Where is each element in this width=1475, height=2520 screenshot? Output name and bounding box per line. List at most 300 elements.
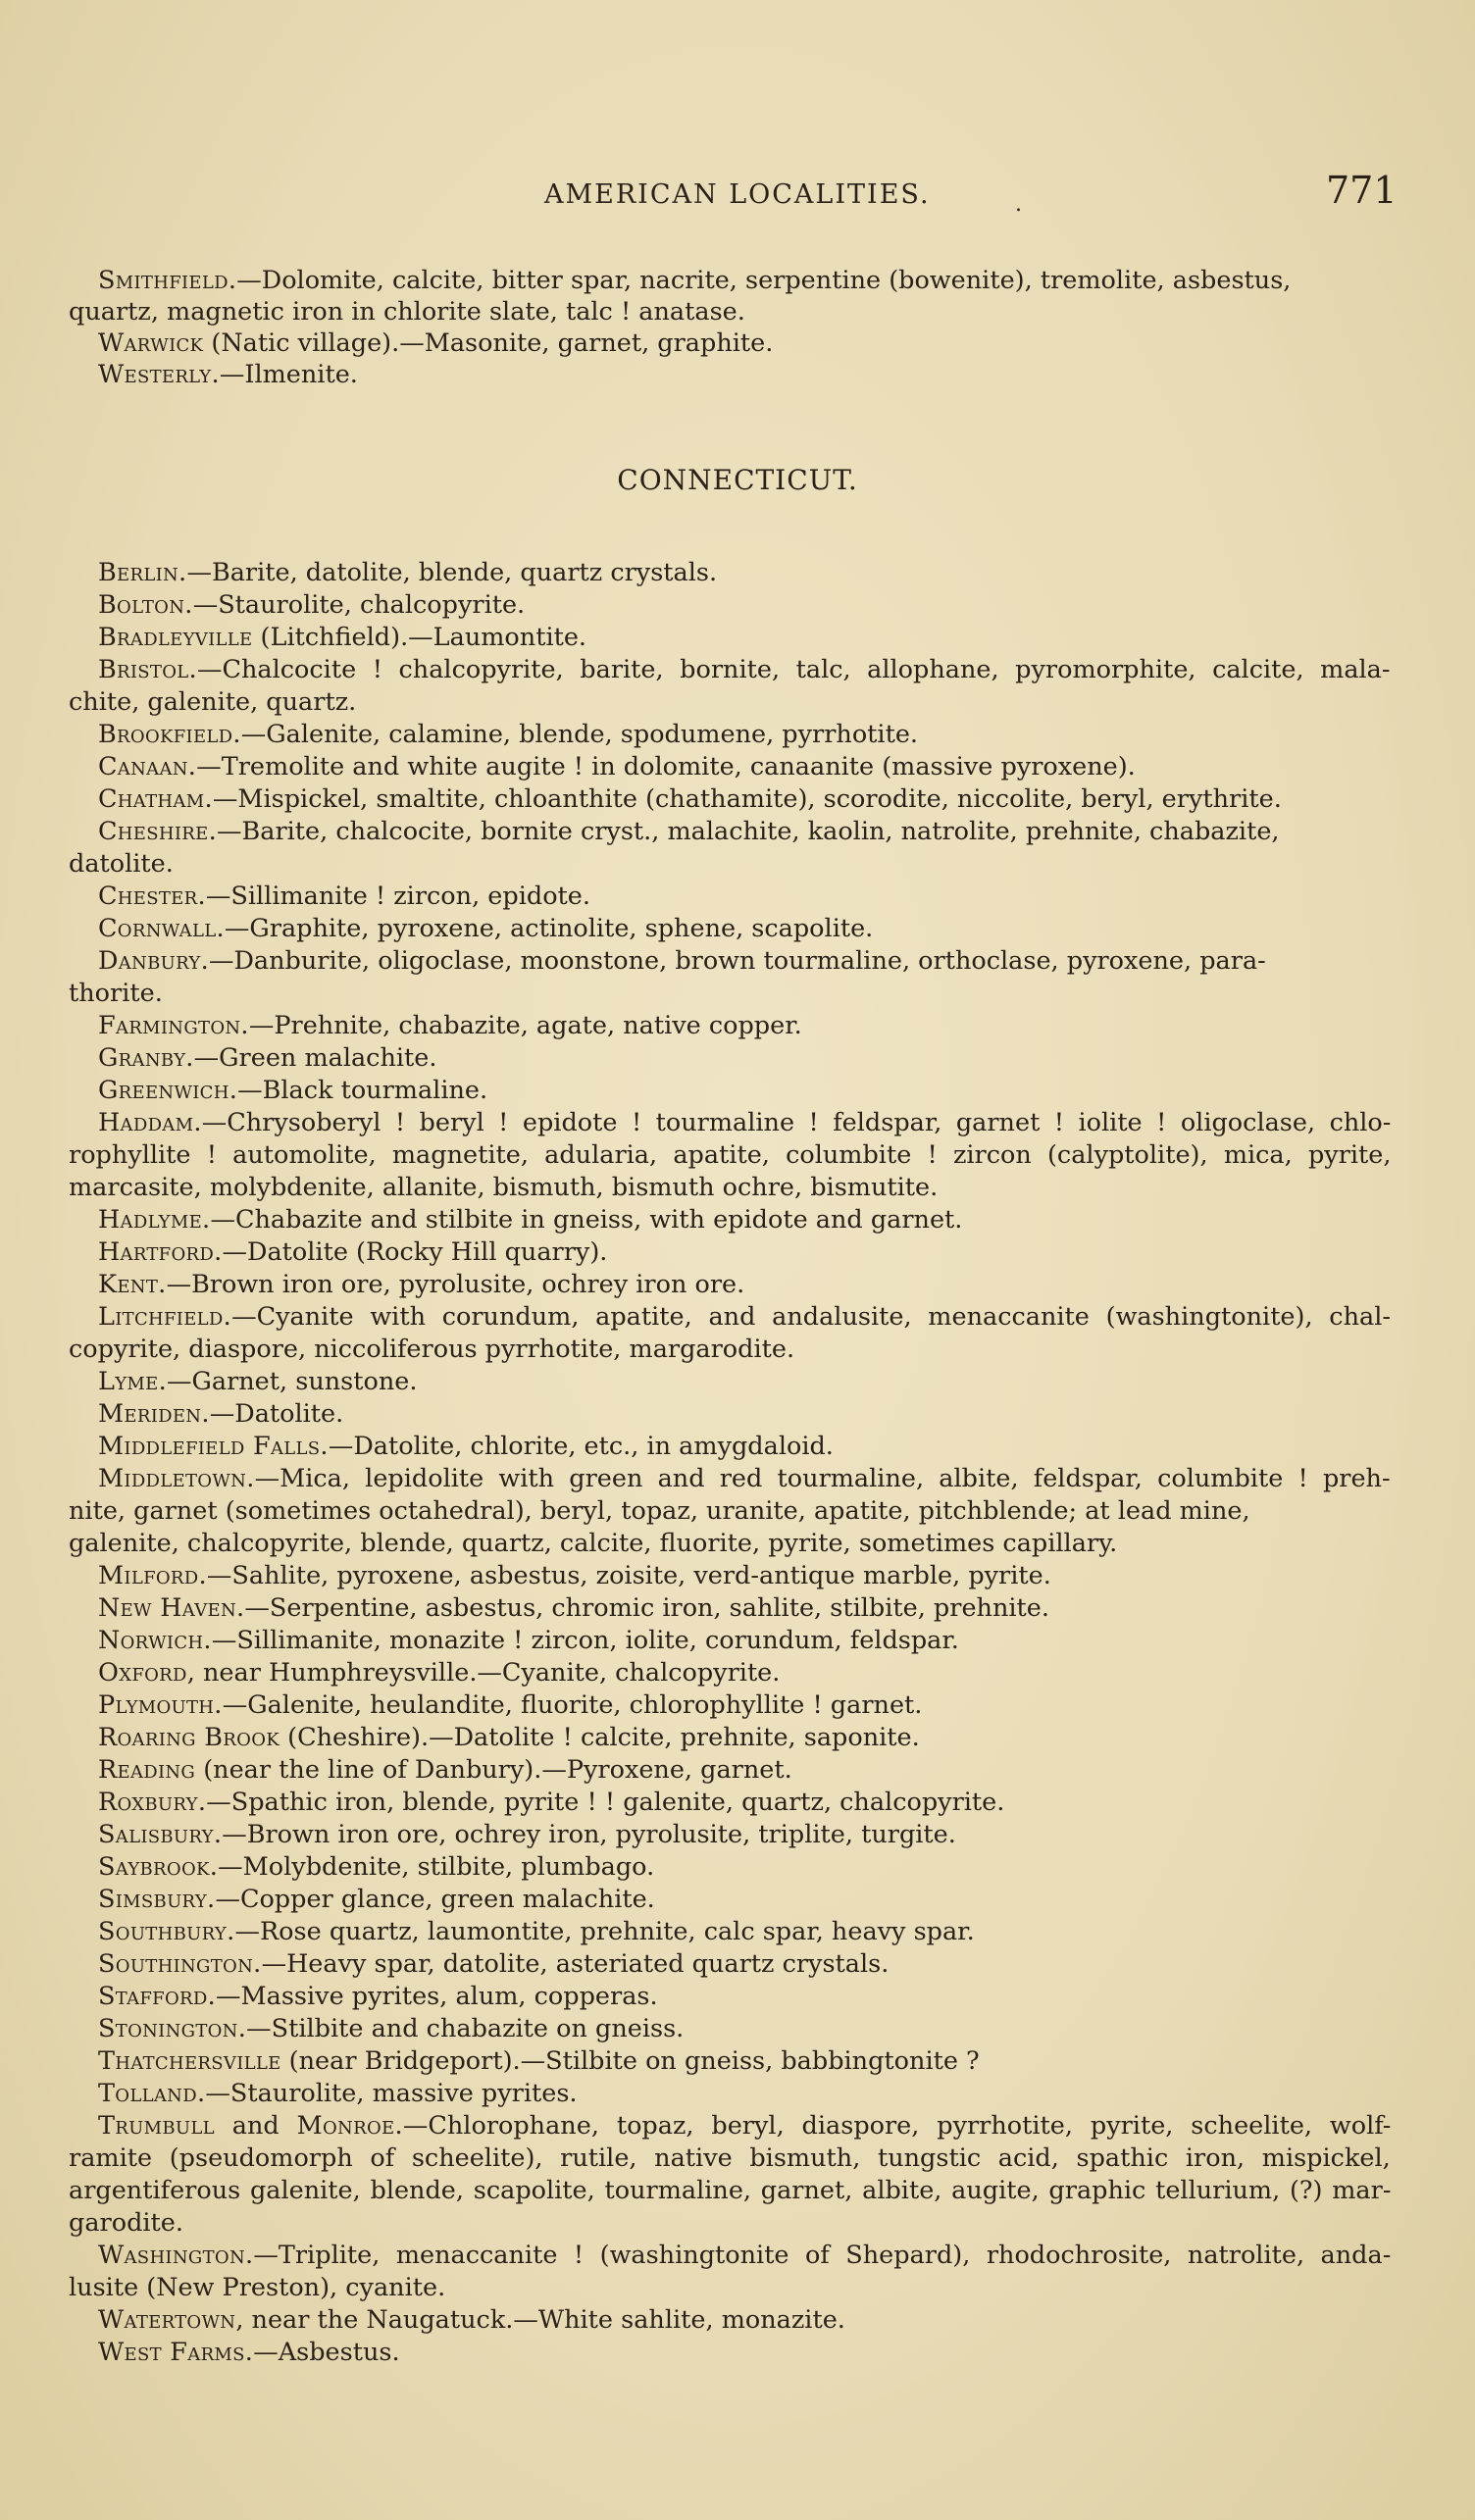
text-run: , <box>368 1140 392 1170</box>
text-run: , mala- <box>1296 655 1391 684</box>
text-run: (sometimes octahedral), beryl, topaz, uranite, apatite, pitchblende; at lead mine, <box>217 1496 1250 1526</box>
mineral-italic: topaz <box>616 2111 687 2141</box>
locality-name: Westerly. <box>98 360 220 389</box>
mineral-italic: albite <box>939 1464 1011 1493</box>
mineral-italic: Molybdenite <box>242 1852 402 1882</box>
text-line <box>69 1172 938 1203</box>
text-line <box>69 1495 1250 1527</box>
text-run: , <box>742 2176 761 2205</box>
locality-name: Hartford. <box>98 1237 223 1267</box>
text-run: quartz, magnetic iron in chlorite slate, <box>69 297 566 327</box>
text-run: , blende, quartz, <box>344 1529 560 1558</box>
text-line <box>98 1722 920 1753</box>
running-head: AMERICAN LOCALITIES. <box>544 179 931 210</box>
text-run: —Chabazite and stilbite in gneiss, with epidote and garnet. <box>210 1205 963 1235</box>
text-run: , quartz, chalcopyrite. <box>725 1788 1005 1817</box>
locality-name: Reading <box>98 1755 196 1785</box>
mineral-italic: chlorophyllite ! <box>629 1690 823 1720</box>
locality-name: Oxford <box>98 1658 187 1688</box>
text-run: —Barite, datolite, blende, quartz crystals. <box>186 558 718 587</box>
text-run: — <box>196 655 223 684</box>
text-line <box>98 1010 802 1041</box>
text-run: — <box>201 1108 228 1137</box>
mineral-italic: magnetite <box>391 1140 521 1170</box>
text-run: , <box>493 914 511 943</box>
text-line <box>98 1657 780 1688</box>
mineral-italic: Mica <box>280 1464 342 1493</box>
text-run: zircon (calyptolite), <box>937 1140 1224 1170</box>
mineral-italic: chlo- <box>1329 1108 1392 1137</box>
text-line <box>98 1592 1049 1624</box>
text-line <box>98 1301 1391 1333</box>
text-run: , <box>376 266 392 295</box>
text-run: zircon, epidote. <box>385 882 590 911</box>
text-run: , kaolin, natrolite, prehnite, chabazite, <box>791 817 1280 846</box>
text-line <box>98 913 873 944</box>
mineral-italic: Triplite <box>278 2241 373 2270</box>
text-line <box>69 686 356 718</box>
text-line <box>98 1366 417 1397</box>
text-run: , <box>590 2111 617 2141</box>
locality-name: Farmington. <box>98 1011 249 1040</box>
mineral-italic: malachite <box>667 817 792 846</box>
mineral-italic: Tremolite <box>221 752 345 781</box>
mineral-italic: feldspar <box>1033 1464 1135 1493</box>
text-run: , <box>372 2241 396 2270</box>
text-line <box>98 1560 1051 1591</box>
text-run: , diaspore, pyrrhotite, pyrite, scheelite, <box>776 2111 1330 2141</box>
text-line <box>98 1916 975 1947</box>
locality-name: Washington. <box>98 2241 254 2270</box>
mineral-italic: pyrite ! <box>503 1788 597 1817</box>
mineral-italic: Ilmenite. <box>244 360 358 389</box>
text-run: and white <box>344 752 486 781</box>
locality-name: Trumbull <box>98 2111 215 2141</box>
text-run: zircon, <box>523 1626 626 1655</box>
text-run: —Staurolite, massive pyrites. <box>205 2079 578 2108</box>
text-run: , allanite, bismuth, bismuth ochre, bismutite. <box>366 1173 939 1202</box>
text-line <box>98 2110 1391 2142</box>
mineral-italic: fluorite <box>520 1690 614 1720</box>
mineral-italic: garodite. <box>69 2208 183 2238</box>
text-line <box>98 557 717 588</box>
section-heading: CONNECTICUT. <box>617 464 858 496</box>
mineral-italic: Sillimanite <box>236 1626 374 1655</box>
locality-name: Plymouth. <box>98 1690 223 1720</box>
locality-name: Cornwall. <box>98 914 225 943</box>
text-line <box>98 622 586 653</box>
mineral-italic: Dolomite <box>261 266 377 295</box>
locality-name: Bradleyville <box>98 623 253 652</box>
mineral-italic: bitter spar <box>491 266 624 295</box>
text-run: , near Humphreysville.—Cyanite, chalcopyrite. <box>186 1658 781 1688</box>
text-run: , brown tourmaline, orthoclase, pyroxene, para- <box>659 946 1266 976</box>
text-line <box>98 1625 959 1656</box>
text-line <box>98 881 590 912</box>
locality-name: Chester. <box>98 882 206 911</box>
mineral-italic: heulandite <box>370 1690 505 1720</box>
locality-name: Danbury. <box>98 946 209 976</box>
locality-name: Southbury. <box>98 1917 235 1946</box>
text-run: —Mispickel, smaltite, chloanthite (chathamite), scorodite, niccolite, <box>212 784 1082 814</box>
mineral-italic: lepidolite <box>365 1464 484 1493</box>
mineral-italic: calcite <box>559 1529 644 1558</box>
text-line <box>98 1075 487 1106</box>
text-run: , pyromorphite, <box>991 655 1213 684</box>
mineral-italic: beryl <box>711 2111 777 2141</box>
text-run: , serpentine (bowenite), tremolite, asbestus, <box>729 266 1292 295</box>
text-line <box>69 1334 794 1365</box>
text-run: —Staurolite, chalcopyrite. <box>192 590 526 620</box>
text-run: (Rocky Hill quarry). <box>347 1237 608 1267</box>
locality-name: Kent. <box>98 1270 167 1299</box>
text-run: (Natic village).— <box>203 328 425 358</box>
text-run: — <box>219 360 245 389</box>
mineral-italic: tourmaline <box>604 2176 743 2205</box>
mineral-italic: adularia <box>544 1140 650 1170</box>
locality-name: Roaring Brook <box>98 1723 280 1752</box>
text-run: datolite. <box>69 849 174 879</box>
text-run: , pyrolusite, ochrey iron ore. <box>382 1270 745 1299</box>
mineral-italic: Spathic iron <box>230 1788 387 1817</box>
text-line <box>98 2078 578 2109</box>
mineral-italic: wolf- <box>1329 2111 1392 2141</box>
mineral-italic: Chrysoberyl ! beryl ! epidote ! tourmaline ! feldspar <box>227 1108 935 1137</box>
text-line <box>98 1754 792 1786</box>
mineral-italic: beryl <box>1081 784 1146 814</box>
text-run: in dolomite, canaanite (massive pyroxene). <box>584 752 1136 781</box>
text-run: copyrite, diaspore, niccoliferous pyrrhotite, margarodite. <box>69 1335 795 1364</box>
locality-name: Norwich. <box>98 1626 212 1655</box>
text-line <box>98 1948 889 1980</box>
text-line <box>98 2240 1391 2271</box>
locality-name: Greenwich. <box>98 1076 238 1105</box>
text-run: , <box>1306 1108 1330 1137</box>
text-line <box>98 1851 654 1883</box>
locality-name: Simsbury. <box>98 1885 216 1914</box>
mineral-italic: Danburite <box>233 946 362 976</box>
text-run: , erythrite. <box>1145 784 1282 814</box>
mineral-italic: blende <box>519 720 605 749</box>
locality-name: Stonington. <box>98 2014 247 2043</box>
text-run: , corundum, feldspar. <box>688 1626 959 1655</box>
text-run: , garnet, graphite. <box>541 328 774 358</box>
text-run: — <box>222 1820 247 1849</box>
text-run: —Sahlite, <box>206 1561 337 1590</box>
mineral-italic: galenite <box>623 1788 726 1817</box>
locality-name: Saybrook. <box>98 1852 219 1882</box>
text-run: (washingtonite), chal- <box>1089 1302 1391 1332</box>
text-line <box>98 1884 655 1915</box>
text-line <box>98 2337 400 2368</box>
mineral-italic: talc ! <box>565 297 632 327</box>
mineral-italic: Barite <box>241 817 321 846</box>
text-run: , green malachite. <box>425 1885 655 1914</box>
text-run: — <box>217 817 242 846</box>
text-run: —Galenite, calamine, <box>240 720 520 749</box>
text-run: , <box>934 1108 956 1137</box>
text-run: — <box>211 1626 237 1655</box>
text-run: —Datolite, chlorite, etc., in amygdaloid. <box>328 1432 834 1461</box>
text-run: (New Preston), cyanite. <box>138 2273 446 2302</box>
text-run: —Asbestus. <box>253 2338 400 2367</box>
locality-name: Salisbury. <box>98 1820 223 1849</box>
mineral-italic: pyroxene <box>377 914 494 943</box>
mineral-italic: monazite ! <box>388 1626 524 1655</box>
mineral-italic: columbite ! preh- <box>1157 1464 1391 1493</box>
text-line <box>98 328 773 359</box>
text-run: , <box>1010 1464 1034 1493</box>
locality-name: Brookfield. <box>98 720 241 749</box>
text-run: , fluorite, pyrite, sometimes capillary. <box>643 1529 1118 1558</box>
text-run: — <box>248 1011 275 1040</box>
text-line <box>98 945 1266 977</box>
locality-name: New Haven. <box>98 1593 245 1623</box>
locality-name: Bolton. <box>98 590 193 620</box>
text-run: — <box>231 1302 257 1332</box>
mineral-italic: Datolite <box>247 1237 348 1267</box>
text-run: (near the line of Danbury).—Pyroxene, <box>195 1755 701 1785</box>
text-run: , <box>651 817 668 846</box>
text-run: marcasite, <box>69 1173 210 1202</box>
text-run: , scapolite. <box>736 914 874 943</box>
text-line <box>98 751 1136 782</box>
mineral-italic: mica <box>1223 1140 1285 1170</box>
text-run: , spodumene, pyrrhotite. <box>604 720 919 749</box>
text-run: , <box>453 1561 470 1590</box>
text-run: , <box>386 1788 403 1817</box>
text-run: , <box>1134 1464 1158 1493</box>
text-run: , ochrey iron, <box>438 1820 616 1849</box>
text-line <box>98 2013 684 2044</box>
text-run: (near Bridgeport).—Stilbite on gneiss, babbingtonite ? <box>280 2046 980 2076</box>
locality-name: Haddam. <box>98 1108 202 1137</box>
text-line <box>98 1787 1004 1818</box>
text-run: — <box>236 266 262 295</box>
locality-name: Canaan. <box>98 752 197 781</box>
mineral-italic: garnet <box>760 2176 845 2205</box>
text-run: — <box>402 2111 429 2141</box>
text-line <box>98 1689 922 1721</box>
text-run: — <box>206 1788 231 1817</box>
text-line <box>98 1236 607 1268</box>
text-run: —Heavy spar, datolite, asteriated quartz crystals. <box>261 1949 890 1979</box>
locality-name: Middletown. <box>98 1464 255 1493</box>
text-run: (washingtonite of Shepard), rhodochrosite, natrolite, <box>584 2241 1321 2270</box>
mineral-italic: nite <box>69 1496 118 1526</box>
mineral-italic: bornite cryst. <box>481 817 652 846</box>
page-number: 771 <box>1326 169 1398 212</box>
text-run: —Massive pyrites, alum, copperas. <box>216 1982 658 2011</box>
mineral-italic: chabazite <box>426 2014 549 2043</box>
mineral-italic: columbite ! <box>786 1140 938 1170</box>
text-line <box>69 2272 445 2303</box>
text-run: , <box>686 2111 712 2141</box>
locality-name: Granby. <box>98 1043 194 1073</box>
locality-name: Watertown <box>98 2305 236 2335</box>
text-run: (Cheshire).— <box>280 1723 454 1752</box>
text-run: —Galenite, <box>222 1690 371 1720</box>
text-run: —Datolite. <box>209 1399 344 1429</box>
mineral-italic: turgite. <box>861 1820 956 1849</box>
mineral-italic: bornite <box>680 655 772 684</box>
text-run: chite, galenite, quartz. <box>69 687 357 717</box>
locality-name: Smithfield. <box>98 266 237 295</box>
mineral-italic: Chalcocite ! chalcopyrite <box>222 655 556 684</box>
mineral-italic: iolite <box>625 1626 689 1655</box>
locality-name: Cheshire. <box>98 817 217 846</box>
mineral-italic: Datolite ! <box>453 1723 573 1752</box>
text-run: , <box>476 266 492 295</box>
mineral-italic: nacrite <box>639 266 730 295</box>
text-run: , <box>487 1788 504 1817</box>
text-run: — <box>208 946 234 976</box>
locality-name: Litchfield. <box>98 1302 232 1332</box>
mineral-italic: chalcopyrite <box>186 1529 345 1558</box>
text-run: , <box>320 817 336 846</box>
text-line <box>98 1204 962 1235</box>
text-run: , <box>504 1690 521 1720</box>
text-run: , zoisite, verd-antique marble, pyrite. <box>580 1561 1051 1590</box>
text-run: , <box>117 1496 134 1526</box>
text-run: , <box>171 1529 187 1558</box>
text-line <box>98 1981 658 2012</box>
text-line <box>69 2142 1391 2174</box>
mineral-italic: mar- <box>1332 2176 1392 2205</box>
mineral-italic: blende <box>402 1788 488 1817</box>
locality-name: Stafford. <box>98 1982 217 2011</box>
text-run: — <box>196 752 222 781</box>
text-run: , stilbite, plumbago. <box>401 1852 655 1882</box>
text-run: —Garnet, sunstone. <box>167 1367 418 1396</box>
text-run: , <box>361 914 378 943</box>
mineral-italic: moonstone <box>520 946 660 976</box>
text-run: , <box>362 946 379 976</box>
text-run: thorite. <box>69 979 163 1008</box>
text-run: — <box>224 914 250 943</box>
mineral-italic: garnet. <box>700 1755 792 1785</box>
mineral-italic: rophyllite ! automolite <box>69 1140 369 1170</box>
text-line <box>98 816 1280 847</box>
mineral-italic: menaccanite <box>928 1302 1090 1332</box>
text-line <box>69 1528 1117 1559</box>
text-run: , agate, native copper. <box>520 1011 802 1040</box>
locality-name: Southington. <box>98 1949 262 1979</box>
text-run: with green and red tourmaline, <box>483 1464 940 1493</box>
text-run: —Green malachite. <box>193 1043 437 1073</box>
text-run: —Rose quartz, laumontite, prehnite, calc spar, heavy spar. <box>234 1917 975 1946</box>
text-line <box>98 719 918 750</box>
mineral-italic: pyroxene <box>336 1561 454 1590</box>
text-run: with corundum, apatite, and andalusite, <box>353 1302 929 1332</box>
mineral-italic: allophane <box>867 655 992 684</box>
text-line <box>98 359 358 390</box>
text-run: , <box>373 1626 389 1655</box>
text-run: — <box>218 1852 243 1882</box>
text-line <box>98 2304 845 2336</box>
locality-name: Bristol. <box>98 655 197 684</box>
text-line <box>98 1107 1391 1138</box>
text-line <box>98 1463 1391 1494</box>
text-line <box>98 783 1282 815</box>
text-run: , near the Naugatuck.—White sahlite, monazite. <box>235 2305 845 2335</box>
locality-name: Milford. <box>98 1561 207 1590</box>
text-run: , <box>623 266 640 295</box>
text-run: argentiferous galenite, blende, scapolite, <box>69 2176 605 2205</box>
mineral-italic: molybdenite <box>209 1173 367 1202</box>
text-line <box>98 1431 834 1462</box>
mineral-italic: garnet <box>133 1496 218 1526</box>
locality-name: Hadlyme. <box>98 1205 211 1235</box>
locality-name: Lyme. <box>98 1367 167 1396</box>
text-line <box>69 848 174 880</box>
text-run: garnet. <box>822 1690 923 1720</box>
mineral-italic: Black tourmaline. <box>262 1076 488 1105</box>
text-run: — <box>205 882 231 911</box>
text-run: —Serpentine, asbestus, chromic iron, sahlite, stilbite, prehnite. <box>244 1593 1049 1623</box>
mineral-italic: Brown iron ore <box>191 1270 383 1299</box>
text-line <box>98 589 525 621</box>
text-run: —Stilbite and <box>246 2014 427 2043</box>
mineral-italic: anda- <box>1320 2241 1392 2270</box>
mineral-italic: Masonite <box>424 328 542 358</box>
text-run: — <box>215 1885 240 1914</box>
text-run: , <box>613 1690 630 1720</box>
mineral-italic: chalcocite <box>335 817 465 846</box>
text-run: , triplite, <box>742 1820 862 1849</box>
text-run: , <box>382 1011 399 1040</box>
mineral-italic: lusite <box>69 2273 139 2302</box>
mineral-italic: Prehnite <box>274 1011 383 1040</box>
locality-name: Middlefield Falls. <box>98 1432 329 1461</box>
mineral-italic: calcite <box>1212 655 1297 684</box>
text-run: — <box>222 1237 248 1267</box>
text-run: (pseudomorph of scheelite), rutile, native bismuth, tungstic acid, spathic iron, mispickel, <box>152 2143 1391 2173</box>
text-line <box>98 265 1291 296</box>
locality-name: Thatchersville <box>98 2046 281 2076</box>
text-run: — <box>166 1270 192 1299</box>
mineral-italic: actinolite <box>510 914 630 943</box>
text-run: , <box>520 1140 545 1170</box>
text-run: , <box>629 914 645 943</box>
locality-name: West Farms. <box>98 2338 254 2367</box>
mineral-italic: Sillimanite ! <box>230 882 386 911</box>
text-run: , <box>341 1464 366 1493</box>
text-run: and <box>214 2111 297 2141</box>
text-run: , <box>464 817 482 846</box>
text-run: — <box>254 1464 280 1493</box>
mineral-italic: pyrolusite <box>615 1820 743 1849</box>
mineral-italic: asbestus <box>469 1561 581 1590</box>
locality-name: Warwick <box>98 328 204 358</box>
mineral-italic: chabazite <box>398 1011 521 1040</box>
text-line <box>98 2045 980 2077</box>
mineral-italic: sphene <box>644 914 737 943</box>
text-run: , pyrite, <box>1284 1140 1392 1170</box>
text-run: , talc, <box>771 655 868 684</box>
text-line <box>98 654 1391 685</box>
text-run: anatase. <box>631 297 745 327</box>
mineral-italic: Chlorophane <box>428 2111 591 2141</box>
text-run: — <box>253 2241 279 2270</box>
text-line <box>98 1042 437 1074</box>
locality-name: Tolland. <box>98 2079 206 2108</box>
text-line <box>98 1819 956 1850</box>
locality-name: Berlin. <box>98 558 187 587</box>
text-line <box>69 296 745 328</box>
mineral-italic: Cyanite <box>256 1302 354 1332</box>
text-line <box>69 978 163 1009</box>
